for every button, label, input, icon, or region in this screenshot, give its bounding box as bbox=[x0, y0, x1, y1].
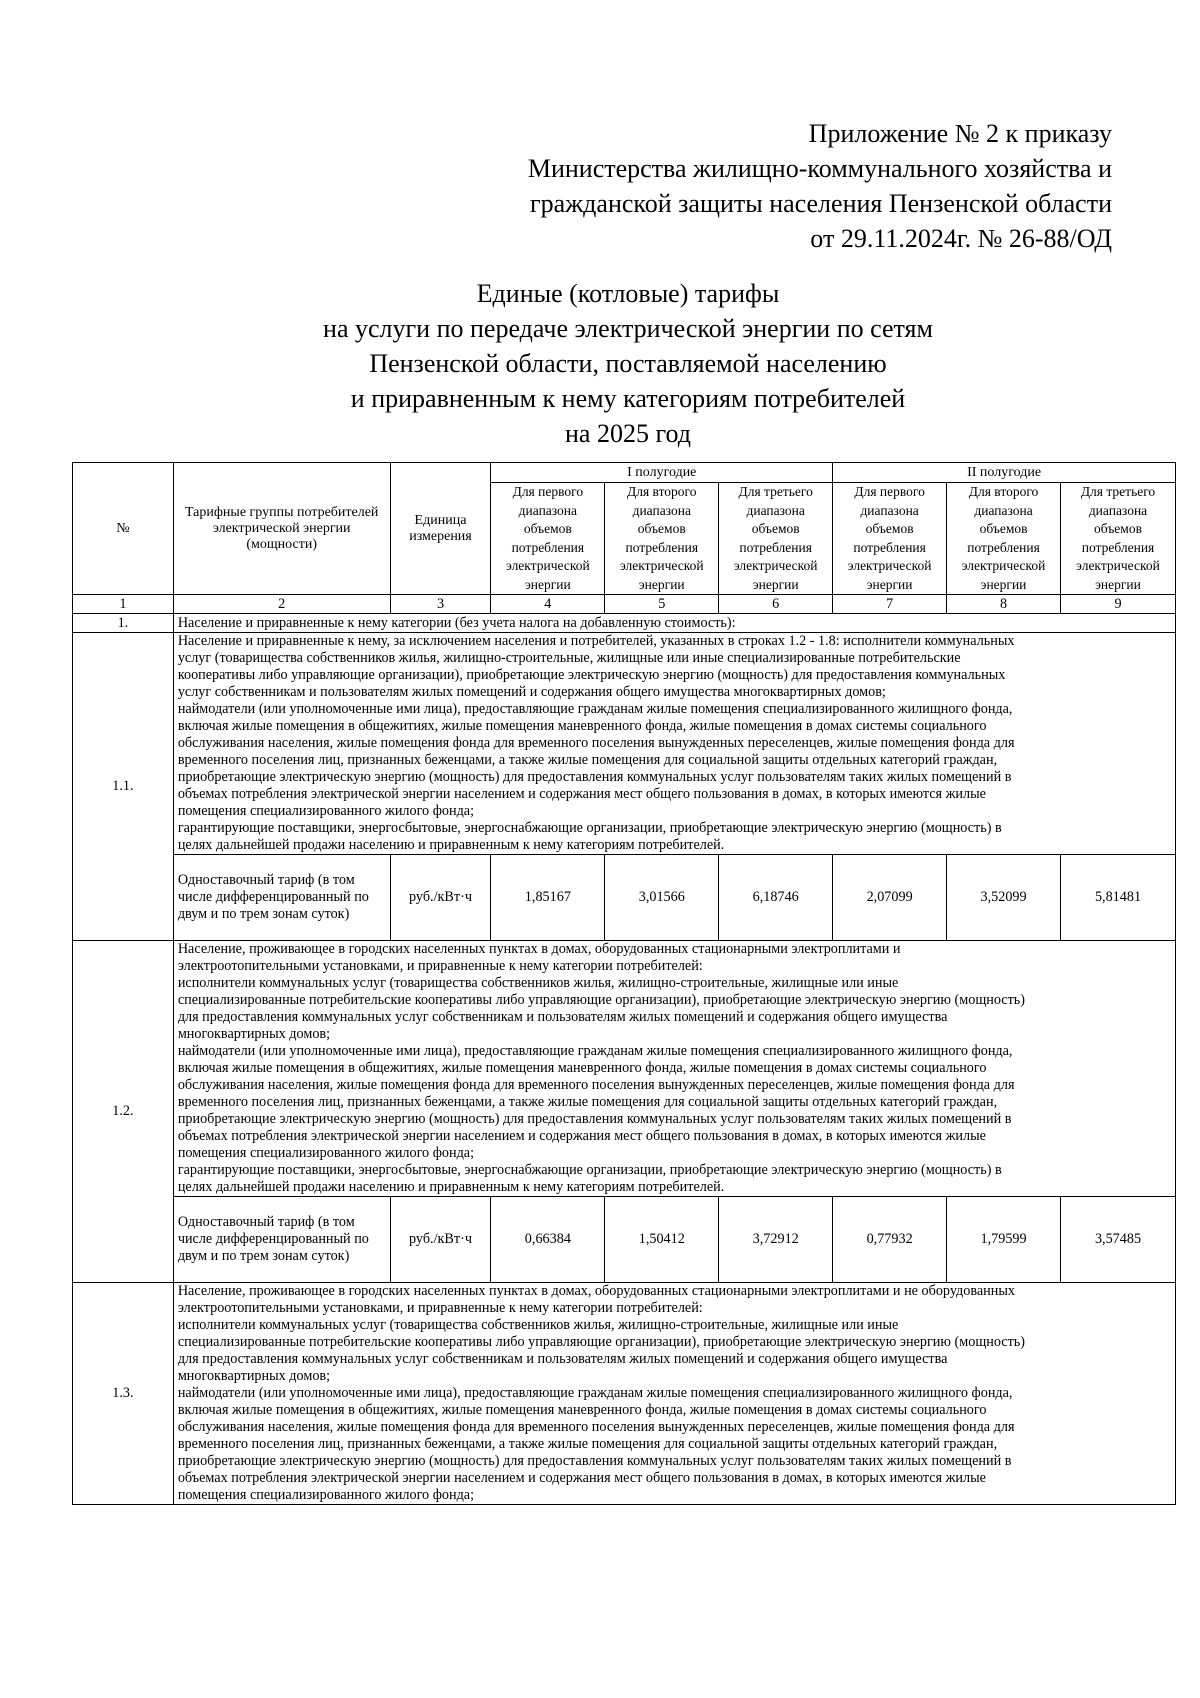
header-h1-range-2: Для второго диапазона объемов потребления электрической энергии bbox=[605, 483, 719, 595]
tariff-value: 1,50412 bbox=[605, 1197, 719, 1283]
row-no: 1.1. bbox=[73, 633, 174, 941]
column-numbers-row bbox=[73, 595, 1176, 614]
document-title bbox=[0, 276, 1200, 451]
description-line: кооперативы либо управляющие организации), приобретающие электрическую энергию (мощность) для предоставления коммунальных bbox=[177, 667, 1006, 683]
description-line: для предоставления коммунальных услуг собственникам и пользователям жилых помещений и содержания общего имущества bbox=[177, 1009, 948, 1025]
column-number: 8 bbox=[947, 595, 1061, 614]
description-line: приобретающие электрическую энергию (мощность) для предоставления коммунальных услуг пользователям таких жилых помещений в bbox=[177, 769, 1012, 785]
description-line: Население и приравненные к нему, за исключением населения и потребителей, указанных в строках 1.2 - 1.8: исполнители коммунальных bbox=[177, 633, 1015, 649]
header-groups: Тарифные группы потребителей электрической энергии (мощности) bbox=[173, 463, 390, 595]
description-line: Население, проживающее в городских населенных пунктах в домах, оборудованных стационарными электроплитами и bbox=[177, 941, 901, 957]
description-line: специализированные потребительские кооперативы либо управляющие организации), приобретающие электрическую энергию (мощность) bbox=[177, 1334, 1025, 1350]
section-row bbox=[73, 614, 1176, 633]
rate-label: Одноставочный тариф (в том числе дифференцированный по двум и по трем зонам суток) bbox=[173, 1197, 390, 1283]
description-line: целях дальнейшей продажи населению и приравненным к нему категориям потребителей. bbox=[177, 837, 725, 853]
title-line-4: и приравненным к нему категориям потребителей bbox=[350, 384, 906, 413]
rate-label: Одноставочный тариф (в том числе дифференцированный по двум и по трем зонам суток) bbox=[173, 855, 390, 941]
appendix-header bbox=[412, 116, 1112, 256]
section-title: Население и приравненные к нему категории (без учета налога на добавленную стоимость): bbox=[173, 614, 1175, 633]
description-line: исполнители коммунальных услуг (товарищества собственников жилья, жилищно-строительные, жилищные или иные bbox=[177, 975, 899, 991]
header-half-1: I полугодие bbox=[491, 463, 833, 483]
column-number: 1 bbox=[73, 595, 174, 614]
title-line-5: на 2025 год bbox=[565, 419, 691, 448]
description-line: целях дальнейшей продажи населению и приравненным к нему категориям потребителей. bbox=[177, 1179, 725, 1195]
tariff-row bbox=[73, 855, 1176, 941]
description-line: включая жилые помещения в общежитиях, жилые помещения маневренного фонда, жилые помещения в домах системы социального bbox=[177, 1060, 987, 1076]
header-h2-range-1: Для первого диапазона объемов потребления электрической энергии bbox=[833, 483, 947, 595]
row-description bbox=[173, 633, 1175, 855]
tariff-value: 0,77932 bbox=[833, 1197, 947, 1283]
table-row bbox=[73, 941, 1176, 1197]
description-line: объемах потребления электрической энергии населением и содержания мест общего пользования в домах, в которых имеются жилые bbox=[177, 1128, 986, 1144]
header-half-2: II полугодие bbox=[833, 463, 1176, 483]
tariff-value: 1,79599 bbox=[947, 1197, 1061, 1283]
description-line: помещения специализированного жилого фонда; bbox=[177, 1487, 475, 1503]
row-description bbox=[173, 1283, 1175, 1505]
appendix-line-4: от 29.11.2024г. № 26-88/ОД bbox=[810, 224, 1112, 253]
table-row bbox=[73, 633, 1176, 855]
tariff-value: 6,18746 bbox=[719, 855, 833, 941]
description-line: гарантирующие поставщики, энергосбытовые, энергоснабжающие организации, приобретающие электрическую энергию (мощность) в bbox=[177, 1162, 1002, 1178]
description-line: наймодатели (или уполномоченные ими лица), предоставляющие гражданам жилые помещения специализированного жилищного фонда, bbox=[177, 1043, 1013, 1059]
row-no: 1.3. bbox=[73, 1283, 174, 1505]
header-h1-range-3: Для третьего диапазона объемов потребления электрической энергии bbox=[719, 483, 833, 595]
description-line: помещения специализированного жилого фонда; bbox=[177, 803, 475, 819]
description-line: временного поселения лиц, признанных беженцами, а также жилые помещения для социальной защиты отдельных категорий граждан, bbox=[177, 1436, 998, 1452]
appendix-line-1: Приложение № 2 к приказу bbox=[808, 119, 1112, 148]
tariff-value: 3,72912 bbox=[719, 1197, 833, 1283]
description-line: гарантирующие поставщики, энергосбытовые, энергоснабжающие организации, приобретающие электрическую энергию (мощность) в bbox=[177, 820, 1002, 836]
title-line-2: на услуги по передаче электрической энергии по сетям bbox=[323, 314, 933, 343]
section-no: 1. bbox=[73, 614, 174, 633]
description-line: электроотопительными установками, и приравненные к нему категории потребителей: bbox=[177, 1300, 703, 1316]
row-no: 1.2. bbox=[73, 941, 174, 1283]
tariff-row bbox=[73, 1197, 1176, 1283]
header-h2-range-2: Для второго диапазона объемов потребления электрической энергии bbox=[947, 483, 1061, 595]
header-unit: Единица измерения bbox=[390, 463, 491, 595]
description-line: помещения специализированного жилого фонда; bbox=[177, 1145, 475, 1161]
header-h1-range-1: Для первого диапазона объемов потребления электрической энергии bbox=[491, 483, 605, 595]
column-number: 6 bbox=[719, 595, 833, 614]
header-row-1 bbox=[73, 463, 1176, 483]
description-line: многоквартирных домов; bbox=[177, 1368, 331, 1384]
description-line: объемах потребления электрической энергии населением и содержания мест общего пользования в домах, в которых имеются жилые bbox=[177, 1470, 986, 1486]
description-line: объемах потребления электрической энергии населением и содержания мест общего пользования в домах, в которых имеются жилые bbox=[177, 786, 986, 802]
description-line: приобретающие электрическую энергию (мощность) для предоставления коммунальных услуг пользователям таких жилых помещений в bbox=[177, 1111, 1012, 1127]
description-line: услуг собственникам и пользователям жилых помещений и содержания общего имущества многоквартирных домов; bbox=[177, 684, 886, 700]
header-no: № bbox=[73, 463, 174, 595]
tariff-value: 0,66384 bbox=[491, 1197, 605, 1283]
column-number: 7 bbox=[833, 595, 947, 614]
tariff-value: 3,57485 bbox=[1061, 1197, 1176, 1283]
description-line: многоквартирных домов; bbox=[177, 1026, 331, 1042]
column-number: 5 bbox=[605, 595, 719, 614]
tariff-value: 3,52099 bbox=[947, 855, 1061, 941]
description-line: Население, проживающее в городских населенных пунктах в домах, оборудованных стационарными электроплитами и не оборудованных bbox=[177, 1283, 1015, 1299]
title-line-1: Единые (котловые) тарифы bbox=[476, 279, 780, 308]
description-line: обслуживания населения, жилые помещения фонда для временного поселения вынужденных переселенцев, жилые помещения фонда для bbox=[177, 1419, 1015, 1435]
tariff-table bbox=[72, 462, 1176, 1505]
tariff-value: 3,01566 bbox=[605, 855, 719, 941]
appendix-line-3: гражданской защиты населения Пензенской области bbox=[530, 189, 1112, 218]
column-number: 3 bbox=[390, 595, 491, 614]
rate-unit: руб./кВт·ч bbox=[390, 1197, 491, 1283]
description-line: обслуживания населения, жилые помещения фонда для временного поселения вынужденных переселенцев, жилые помещения фонда для bbox=[177, 1077, 1015, 1093]
tariff-value: 5,81481 bbox=[1061, 855, 1176, 941]
description-line: специализированные потребительские кооперативы либо управляющие организации), приобретающие электрическую энергию (мощность) bbox=[177, 992, 1025, 1008]
tariff-value: 2,07099 bbox=[833, 855, 947, 941]
description-line: включая жилые помещения в общежитиях, жилые помещения маневренного фонда, жилые помещения в домах системы социального bbox=[177, 718, 987, 734]
description-line: электроотопительными установками, и приравненные к нему категории потребителей: bbox=[177, 958, 703, 974]
tariff-value: 1,85167 bbox=[491, 855, 605, 941]
header-h2-range-3: Для третьего диапазона объемов потребления электрической энергии bbox=[1061, 483, 1176, 595]
description-line: обслуживания населения, жилые помещения фонда для временного поселения вынужденных переселенцев, жилые помещения фонда для bbox=[177, 735, 1015, 751]
description-line: включая жилые помещения в общежитиях, жилые помещения маневренного фонда, жилые помещения в домах системы социального bbox=[177, 1402, 987, 1418]
description-line: наймодатели (или уполномоченные ими лица), предоставляющие гражданам жилые помещения специализированного жилищного фонда, bbox=[177, 701, 1013, 717]
description-line: наймодатели (или уполномоченные ими лица), предоставляющие гражданам жилые помещения специализированного жилищного фонда, bbox=[177, 1385, 1013, 1401]
appendix-line-2: Министерства жилищно-коммунального хозяйства и bbox=[527, 154, 1112, 183]
description-line: временного поселения лиц, признанных беженцами, а также жилые помещения для социальной защиты отдельных категорий граждан, bbox=[177, 1094, 998, 1110]
title-line-3: Пензенской области, поставляемой населению bbox=[369, 349, 887, 378]
row-description bbox=[173, 941, 1175, 1197]
column-number: 4 bbox=[491, 595, 605, 614]
rate-unit: руб./кВт·ч bbox=[390, 855, 491, 941]
description-line: исполнители коммунальных услуг (товарищества собственников жилья, жилищно-строительные, жилищные или иные bbox=[177, 1317, 899, 1333]
description-line: временного поселения лиц, признанных беженцами, а также жилые помещения для социальной защиты отдельных категорий граждан, bbox=[177, 752, 998, 768]
column-number: 9 bbox=[1061, 595, 1176, 614]
table-row bbox=[73, 1283, 1176, 1505]
description-line: приобретающие электрическую энергию (мощность) для предоставления коммунальных услуг пользователям таких жилых помещений в bbox=[177, 1453, 1012, 1469]
description-line: услуг (товарищества собственников жилья, жилищно-строительные, жилищные или иные специализированные потребительские bbox=[177, 650, 961, 666]
column-number: 2 bbox=[173, 595, 390, 614]
description-line: для предоставления коммунальных услуг собственникам и пользователям жилых помещений и содержания общего имущества bbox=[177, 1351, 948, 1367]
